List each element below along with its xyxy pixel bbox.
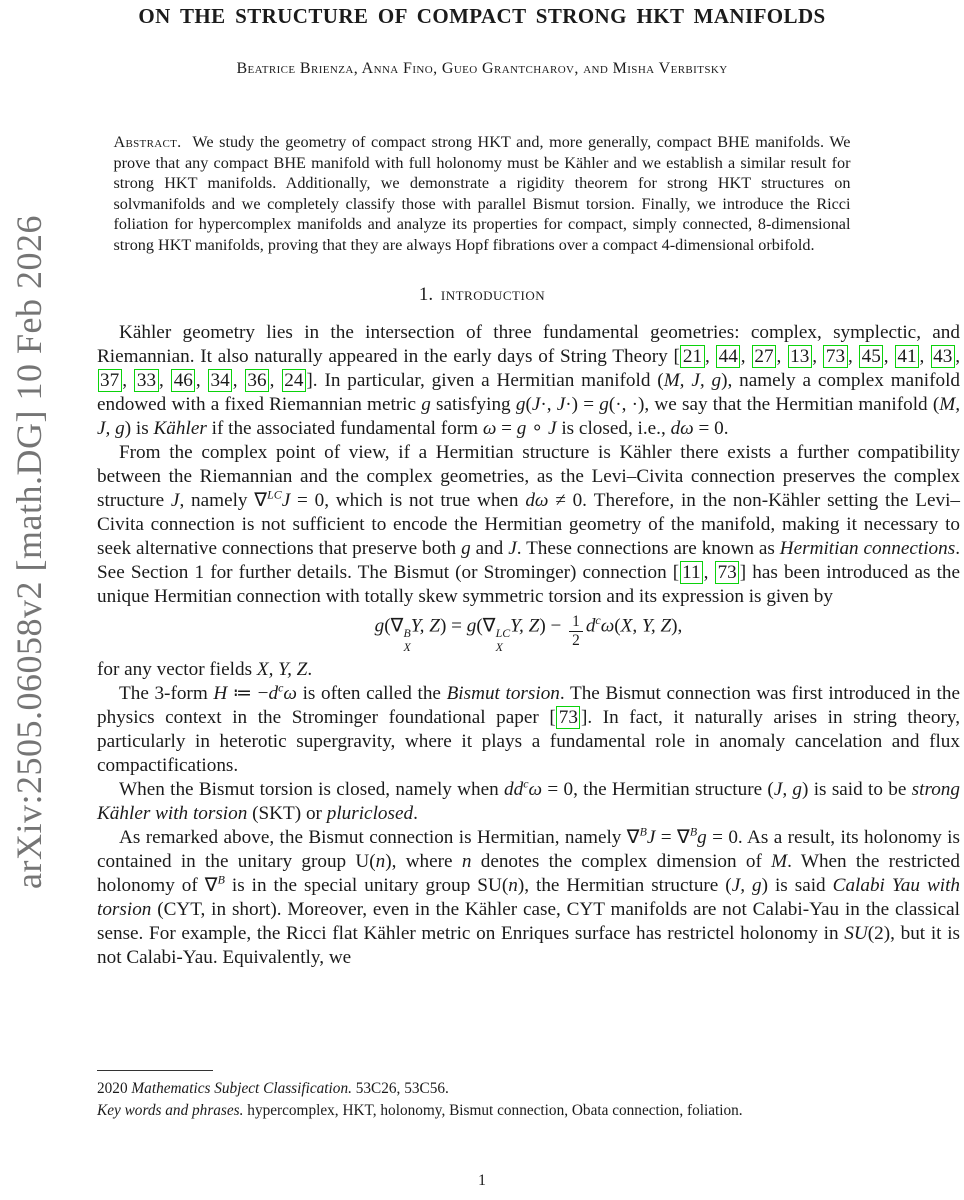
emphasis-or-math: g: [466, 615, 477, 637]
paragraph: for any vector fields X, Y, Z.: [97, 658, 313, 680]
body-text: [97, 321, 960, 970]
emphasis-or-math: Kähler: [153, 418, 207, 439]
emphasis-or-math: J: [508, 538, 517, 559]
math-fraction: $\frac{1}{2}$: [569, 613, 583, 650]
emphasis-or-math: n: [375, 850, 386, 872]
emphasis-or-math: J: [281, 490, 291, 511]
footnote-block: [97, 1070, 960, 1122]
emphasis-or-math: ω: [283, 682, 297, 704]
paper-title: ON THE STRUCTURE OF COMPACT STRONG HKT MANIFOLDS: [138, 4, 826, 28]
abstract-text: We study the geometry of compact strong HKT and, more generally, compact BHE manifolds. We prove that any compact BHE manifold with full holonomy must be Kähler and we establish a similar result for strong HKT manifolds. Additionally, we demonstrate a rigidity theorem for strong HKT structures on solvmanifolds and we completely classify those with parallel Bismut torsion. Finally, we introduce the Ricci foliation for hypercomplex manifolds and analyze its properties for compact, simply connected, 8-dimensional strong HKT manifolds, proving that they are always Hopf fibrations over a compact 4-dimensional orbifold.: [113, 133, 851, 254]
math-superscript: c: [595, 612, 601, 627]
citation-link[interactable]: 27: [752, 345, 776, 368]
math-superscript: c: [523, 776, 529, 791]
citation-link[interactable]: 21: [680, 345, 704, 368]
emphasis-or-math: g: [599, 394, 609, 415]
citation-link[interactable]: 73: [556, 706, 580, 729]
emphasis-or-math: ω: [600, 615, 615, 637]
emphasis-or-math: X, Y, Z: [620, 615, 672, 637]
emphasis-or-math: J: [170, 490, 180, 511]
emphasis-or-math: J: [556, 394, 566, 415]
citation-link[interactable]: 46: [171, 369, 195, 392]
emphasis-or-math: d: [585, 615, 596, 637]
citation-link[interactable]: 11: [680, 561, 703, 584]
math-superscript: LC: [267, 487, 282, 502]
citation-link[interactable]: 41: [895, 345, 919, 368]
citation-link[interactable]: 37: [98, 369, 122, 392]
emphasis-or-math: strong Kähler with torsion: [97, 778, 960, 824]
citation-link[interactable]: 44: [716, 345, 740, 368]
page-number: 1: [478, 1172, 486, 1189]
emphasis-or-math: X, Y, Z: [256, 658, 308, 680]
math-supsub: B X: [403, 626, 411, 654]
emphasis-or-math: M, J, g: [97, 394, 960, 439]
math-superscript: B: [639, 824, 647, 839]
footnote-line: Key words and phrases. hypercomplex, HKT, holonomy, Bismut connection, Obata connection, foliation.: [97, 1102, 743, 1119]
footnote-line: 2020 Mathematics Subject Classification. 53C26, 53C56.: [97, 1080, 449, 1097]
section-title: introduction: [440, 284, 546, 305]
arxiv-stamp: arXiv:2505.06058v2 [math.DG] 10 Feb 2026: [9, 215, 49, 889]
citation-link[interactable]: 73: [715, 561, 739, 584]
section-heading: [0, 284, 964, 306]
emphasis-or-math: Mathematics Subject Classification.: [131, 1080, 352, 1097]
math-superscript: B: [689, 824, 698, 839]
emphasis-or-math: d: [268, 682, 279, 704]
emphasis-or-math: n: [508, 874, 518, 896]
math-supsub: LC X: [495, 626, 511, 654]
paragraph: When the Bismut torsion is closed, namely when $dd^c\omega = 0$, the Hermitian structure (J, g) is said to be strong Kähler with torsion (SKT) or pluriclosed.: [97, 776, 960, 824]
abstract-block: [114, 132, 851, 255]
citation-link[interactable]: 34: [208, 369, 232, 392]
emphasis-or-math: J: [548, 418, 557, 439]
emphasis-or-math: J, g: [731, 874, 762, 896]
citation-link[interactable]: 43: [931, 345, 955, 368]
emphasis-or-math: Key words and phrases.: [97, 1102, 244, 1119]
emphasis-or-math: n: [461, 850, 472, 872]
emphasis-or-math: Y, Z: [410, 615, 440, 637]
display-equation: g(∇ B X Y, Z) = g(∇ LC X Y, Z) − $\frac{1}{2}$ $d^c\omega(X$, Y, Z),: [374, 612, 683, 654]
citation-link[interactable]: 24: [282, 369, 306, 392]
emphasis-or-math: g: [516, 418, 527, 439]
emphasis-or-math: Bismut torsion: [446, 682, 560, 704]
emphasis-or-math: dd: [504, 778, 524, 800]
emphasis-or-math: J: [646, 826, 656, 848]
emphasis-or-math: J: [531, 394, 541, 415]
section-number: 1.: [418, 284, 434, 305]
emphasis-or-math: Y, Z: [510, 615, 540, 637]
emphasis-or-math: g: [515, 394, 526, 415]
math-superscript: B: [217, 872, 225, 887]
paragraph: Kähler geometry lies in the intersection of three fundamental geometries: complex, symplectic, and Riemannian. It also naturally appeared in the early days of String Theory [ 21 , 44 , 27 , 13 , 73 , 45 , 41 , 43 , 37 , 33 , 46 , 34 , 36 , 24 ]. In particular, given a Hermitian manifold (M, J, g), namely a complex manifold endowed with a fixed Riemannian metric g satisfying g(J·, J·) = g(·, ·), we say that the Hermitian manifold (M, J, g) is Kähler if the associated fundamental form ω = g ∘ J is closed, i.e., dω = 0.: [97, 322, 961, 439]
emphasis-or-math: dω: [525, 490, 549, 511]
emphasis-or-math: M, J, g: [663, 370, 722, 391]
authors-line: Beatrice Brienza, Anna Fino, Gueo Grantcharov, and Misha Verbitsky: [236, 60, 728, 77]
emphasis-or-math: Calabi Yau with torsion: [97, 874, 960, 920]
abstract-label: Abstract.: [113, 133, 182, 151]
emphasis-or-math: dω: [670, 418, 694, 439]
emphasis-or-math: Hermitian connections: [779, 538, 956, 559]
emphasis-or-math: J, g: [773, 778, 803, 800]
emphasis-or-math: g: [461, 538, 471, 559]
paragraph: From the complex point of view, if a Hermitian structure is Kähler there exists a further compatibility between the Riemannian and the complex geometries, as the Levi–Civita connection preserves the complex structure J, namely ∇$^{LC}$J = 0, which is not true when dω ≠ 0. Therefore, in the non-Kähler setting the Levi–Civita connection is not sufficient to encode the Hermitian geometry of the manifold, making it necessary to seek alternative connections that preserve both g and J. These connections are known as Hermitian connections. See Section 1 for further details. The Bismut (or Strominger) connection [ 11 , 73 ] has been introduced as the unique Hermitian connection with totally skew symmetric torsion and its expression is given by: [97, 442, 961, 607]
citation-link[interactable]: 45: [859, 345, 883, 368]
paragraph: As remarked above, the Bismut connection is Hermitian, namely ∇$^B$J = ∇$^B$g = 0. As a result, its holonomy is contained in the unitary group U(n), where n denotes the complex dimension of M. When the restricted holonomy of ∇$^B$ is in the special unitary group SU(n), the Hermitian structure (J, g) is said Calabi Yau with torsion (CYT, in short). Moreover, even in the Kähler case, CYT manifolds are not Calabi-Yau in the classical sense. For example, the Ricci flat Kähler metric on Enriques surface has restrictel holonomy in SU(2), but it is not Calabi-Yau. Equivalently, we: [97, 824, 961, 968]
citation-link[interactable]: 36: [245, 369, 269, 392]
emphasis-or-math: g: [421, 394, 431, 415]
emphasis-or-math: M: [771, 850, 788, 872]
footnote-rule: [97, 1070, 213, 1071]
emphasis-or-math: H: [213, 682, 228, 704]
citation-link[interactable]: 73: [823, 345, 847, 368]
emphasis-or-math: g: [374, 615, 385, 637]
citation-link[interactable]: 13: [788, 345, 812, 368]
citation-link[interactable]: 33: [134, 369, 158, 392]
paragraph: The 3-form H ≔ $-d^c\omega$ is often called the Bismut torsion. The Bismut connection was first introduced in the physics context in the Strominger foundational paper [ 73 ]. In fact, it naturally arises in string theory, particularly in heterotic supergravity, where it plays a fundamental role in anomaly cancelation and flux compactifications.: [97, 680, 961, 776]
footnote-lines: [97, 1078, 960, 1122]
emphasis-or-math: g: [697, 826, 707, 848]
emphasis-or-math: SU: [844, 922, 868, 944]
emphasis-or-math: ω: [482, 418, 497, 439]
emphasis-or-math: pluriclosed: [326, 802, 414, 824]
math-superscript: c: [278, 680, 284, 695]
emphasis-or-math: ω: [528, 778, 543, 800]
